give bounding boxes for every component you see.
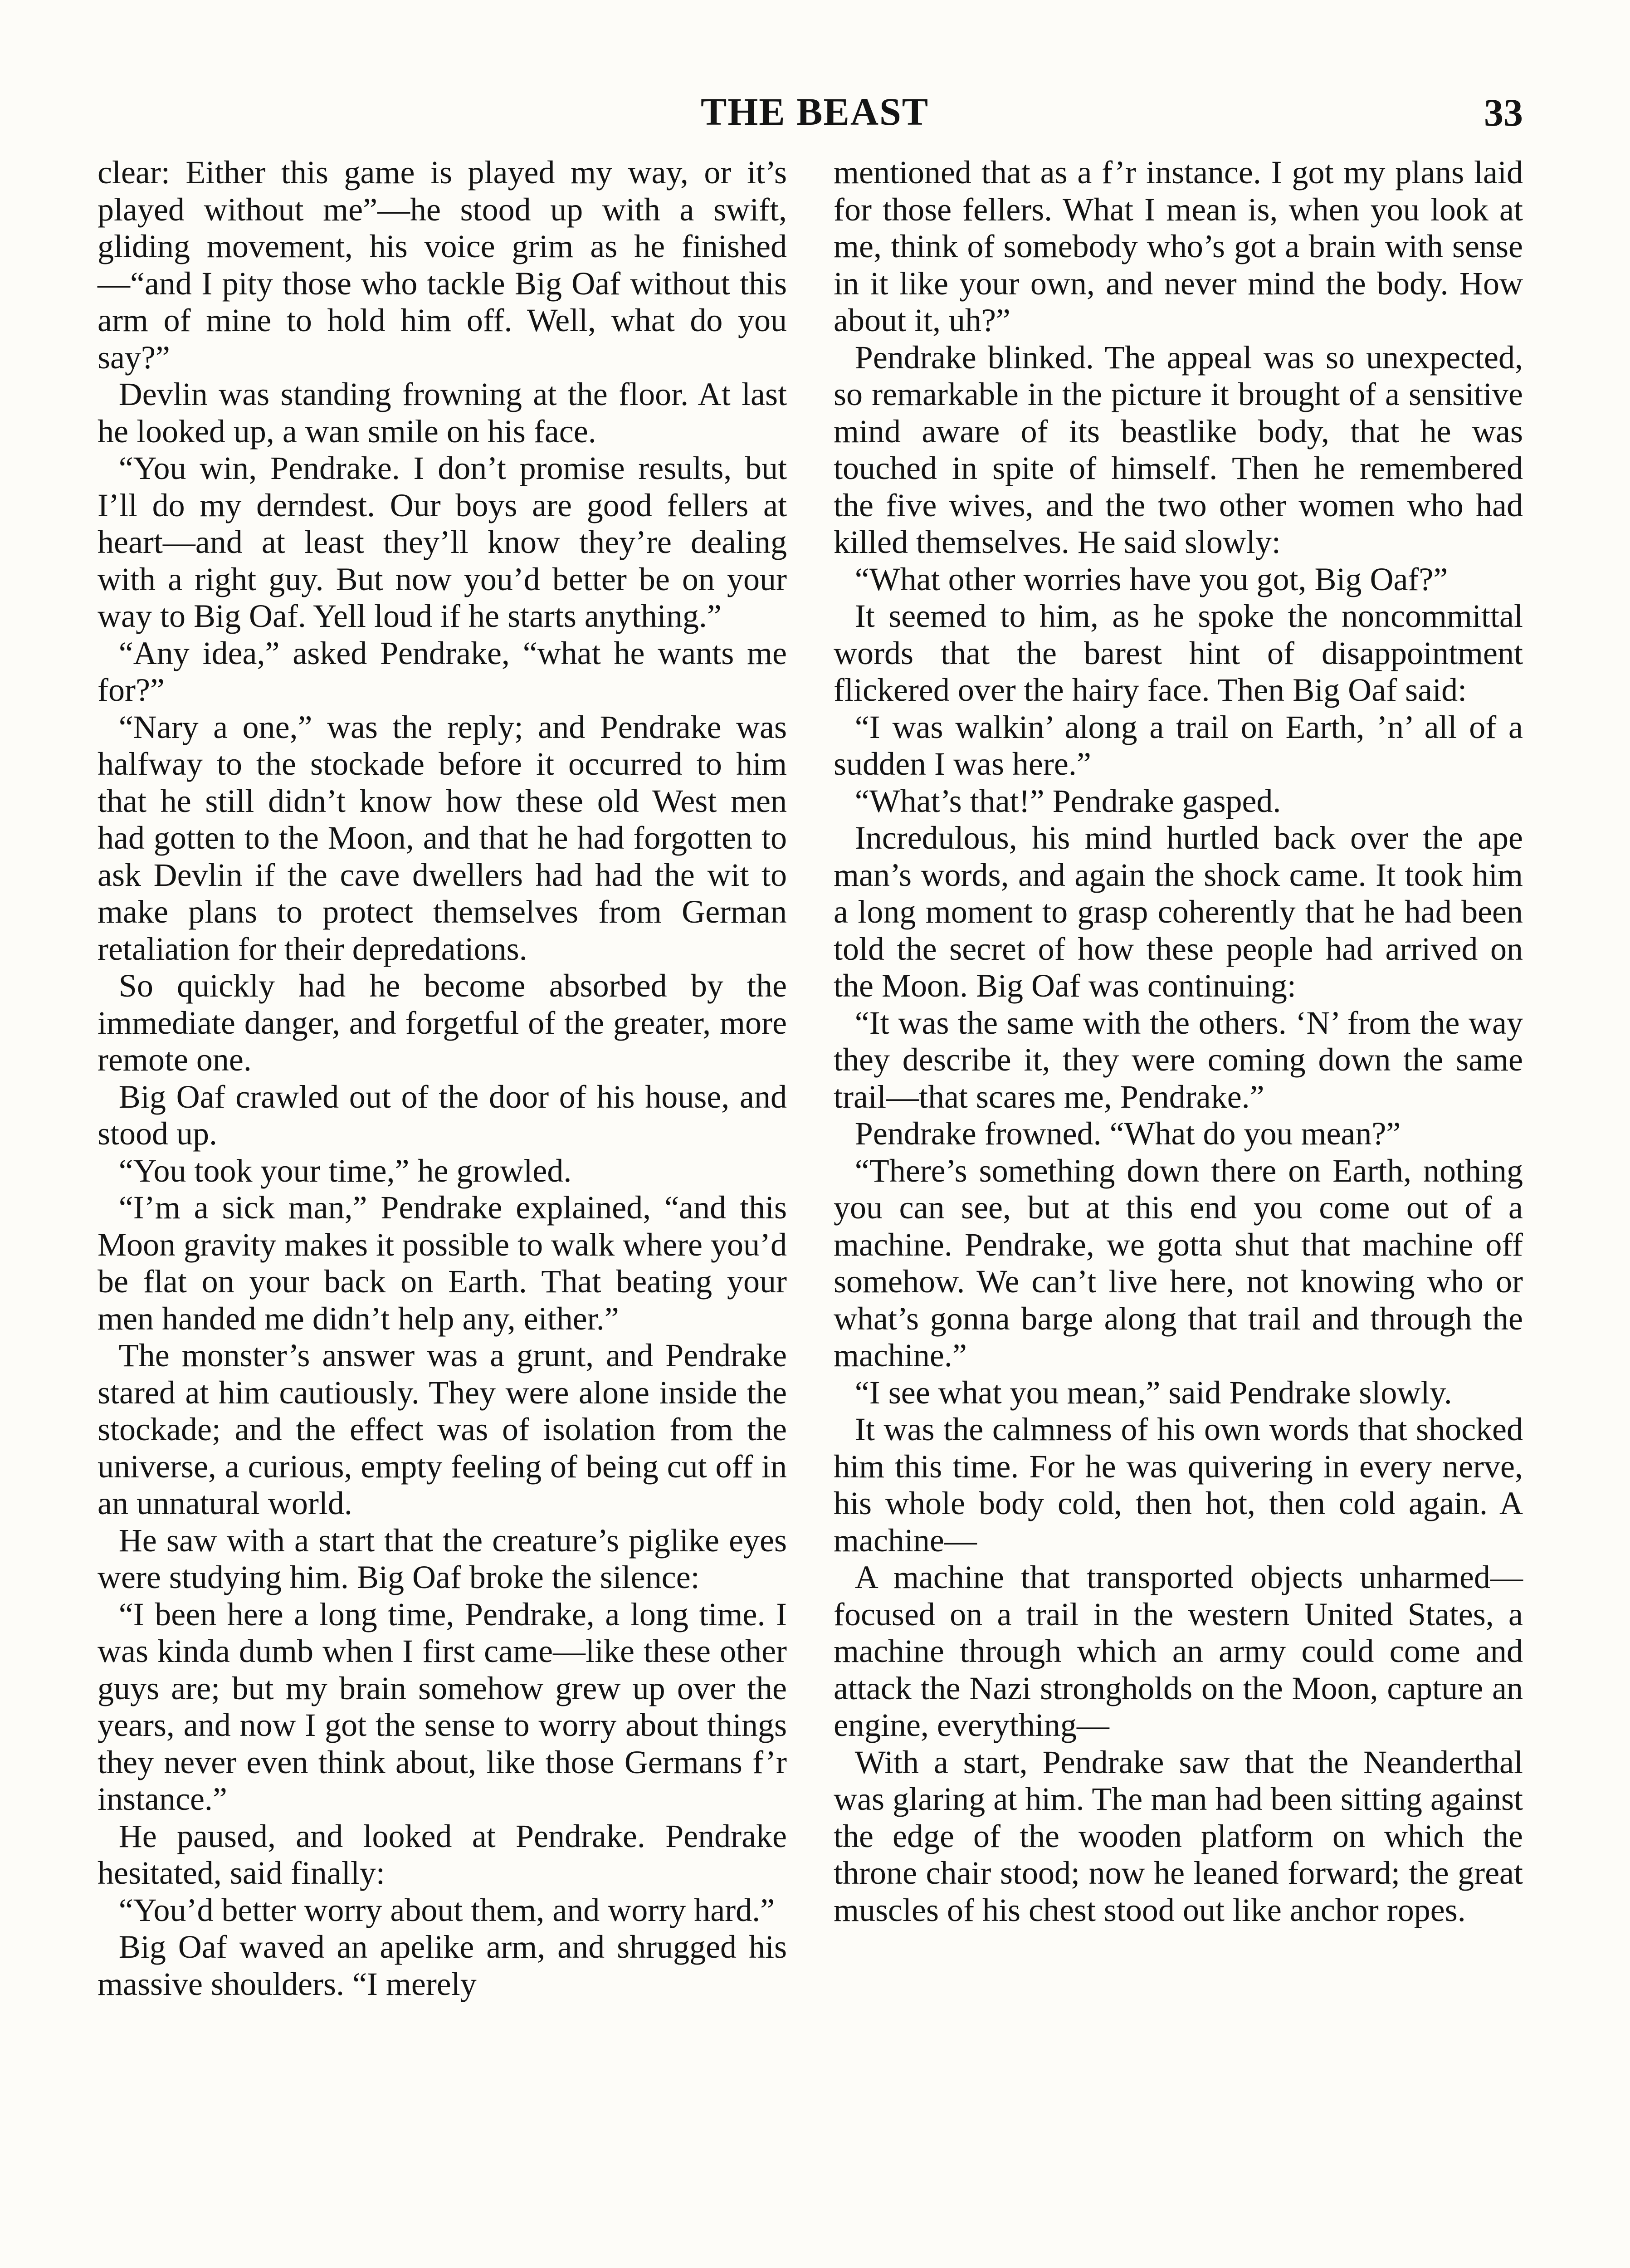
paragraph: “I been here a long time, Pendrake, a long time. I was kinda dumb when I first came—like these other guys are; but my brain somehow grew up over the years, and now I got the sense to worry about things they never even think about, like those Germans f’r instance.” xyxy=(98,1596,787,1817)
paragraph: “I was walkin’ along a trail on Earth, ’n’ all of a sudden I was here.” xyxy=(834,709,1523,782)
right-text-column xyxy=(834,154,1523,1929)
paragraph: It was the calmness of his own words that shocked him this time. For he was quivering in every nerve, his whole body cold, then hot, then cold again. A machine— xyxy=(834,1411,1523,1559)
paragraph: With a start, Pendrake saw that the Neanderthal was glaring at him. The man had been sitting against the edge of the wooden platform on which the throne chair stood; now he leaned forward; the great muscles of his chest stood out like anchor ropes. xyxy=(834,1744,1523,1928)
paragraph: Incredulous, his mind hurtled back over the ape man’s words, and again the shock came. It took him a long moment to grasp coherently that he had been told the secret of how these people had arrived on the Moon. Big Oaf was continuing: xyxy=(834,820,1523,1004)
paragraph: “You took your time,” he growled. xyxy=(118,1152,572,1189)
paragraph: A machine that transported objects unharmed—focused on a trail in the western United States, a machine through which an army could come and attack the Nazi strongholds on the Moon, capture an engine, everything— xyxy=(834,1559,1523,1743)
paragraph: The monster’s answer was a grunt, and Pendrake stared at him cautiously. They were alone inside the stockade; and the effect was of isolation from the universe, a curious, empty feeling of being cut off in an unnatural world. xyxy=(98,1337,787,1521)
paragraph: “There’s something down there on Earth, nothing you can see, but at this end you come out of a machine. Pendrake, we gotta shut that machine off somehow. We can’t live here, not knowing who or what’s gonna barge along that trail and through the machine.” xyxy=(834,1152,1523,1374)
running-title: THE BEAST xyxy=(701,90,929,133)
paragraph: “You win, Pendrake. I don’t promise results, but I’ll do my derndest. Our boys are good fellers at heart—and at least they’ll know they’re dealing with a right guy. But now you’d better be on your way to Big Oaf. Yell loud if he starts anything.” xyxy=(98,450,787,634)
paragraph: Devlin was standing frowning at the floor. At last he looked up, a wan smile on his face. xyxy=(98,376,787,450)
left-text-column xyxy=(98,154,787,2003)
paragraph: clear: Either this game is played my way, or it’s played without me”—he stood up with a swift, gliding movement, his voice grim as he finished—“and I pity those who tackle Big Oaf without this arm of mine to hold him off. Well, what do you say?” xyxy=(98,154,787,376)
paragraph: “It was the same with the others. ‘N’ from the way they describe it, they were coming down the same trail—that scares me, Pendrake.” xyxy=(834,1004,1523,1115)
paragraph: He saw with a start that the creature’s piglike eyes were studying him. Big Oaf broke the silence: xyxy=(98,1522,787,1595)
paragraph: mentioned that as a f’r instance. I got my plans laid for those fellers. What I mean is, when you look at me, think of somebody who’s got a brain with sense in it like your own, and never mind the body. How about it, uh?” xyxy=(834,154,1523,338)
paragraph: Pendrake blinked. The appeal was so unexpected, so remarkable in the picture it brought of a sensitive mind aware of its beastlike body, that he was touched in spite of himself. Then he remembered the five wives, and the two other women who had killed themselves. He said slowly: xyxy=(834,339,1523,560)
paragraph: “You’d better worry about them, and worry hard.” xyxy=(118,1892,775,1928)
paragraph: Big Oaf waved an apelike arm, and shrugged his massive shoulders. “I merely xyxy=(98,1929,787,2002)
paragraph: “I see what you mean,” said Pendrake slowly. xyxy=(854,1374,1452,1411)
paragraph: “I’m a sick man,” Pendrake explained, “and this Moon gravity makes it possible to walk where you’d be flat on your back on Earth. That beating your men handed me didn’t help any, either.” xyxy=(98,1189,787,1337)
page-number: 33 xyxy=(1484,91,1523,134)
paragraph: Big Oaf crawled out of the door of his house, and stood up. xyxy=(98,1078,787,1152)
paragraph: He paused, and looked at Pendrake. Pendrake hesitated, said finally: xyxy=(98,1818,787,1891)
paragraph: “What’s that!” Pendrake gasped. xyxy=(854,782,1281,819)
paragraph: It seemed to him, as he spoke the noncommittal words that the barest hint of disappointment flickered over the hairy face. Then Big Oaf said: xyxy=(834,598,1523,708)
paragraph: So quickly had he become absorbed by the immediate danger, and forgetful of the greater, more remote one. xyxy=(98,968,787,1078)
paragraph: “Any idea,” asked Pendrake, “what he wants me for?” xyxy=(98,635,787,708)
paragraph: “What other worries have you got, Big Oaf?” xyxy=(854,561,1448,597)
paragraph: Pendrake frowned. “What do you mean?” xyxy=(854,1115,1401,1152)
paragraph: “Nary a one,” was the reply; and Pendrake was halfway to the stockade before it occurred to him that he still didn’t know how these old West men had gotten to the Moon, and that he had forgotten to ask Devlin if the cave dwellers had had the wit to make plans to protect themselves from German retaliation for their depredations. xyxy=(98,709,787,967)
